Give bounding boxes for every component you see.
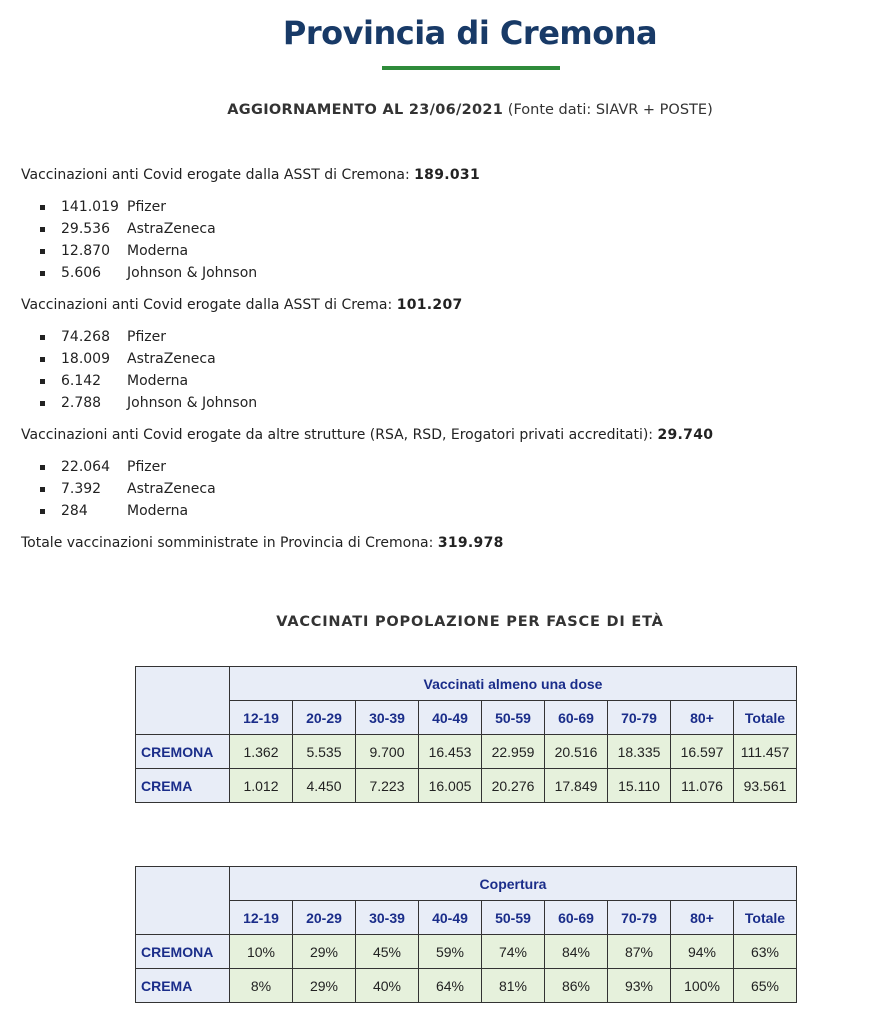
bullet-icon xyxy=(40,249,45,254)
column-header: Totale xyxy=(734,701,797,735)
table-cell: 94% xyxy=(671,935,734,969)
table-cell: 29% xyxy=(293,969,356,1003)
column-header: 30-39 xyxy=(356,701,419,735)
table-cell: 93.561 xyxy=(734,769,797,803)
age-section-title: VACCINATI POPOLAZIONE PER FASCE DI ETÀ xyxy=(276,614,664,630)
table-cell: 81% xyxy=(482,969,545,1003)
group-total: 29.740 xyxy=(657,427,714,443)
column-header: 50-59 xyxy=(482,901,545,935)
table-row xyxy=(136,735,797,769)
column-header: 40-49 xyxy=(419,901,482,935)
grand-total-label: Totale vaccinazioni somministrate in Provincia di Cremona: xyxy=(21,535,434,551)
page-title: Provincia di Cremona xyxy=(282,14,658,52)
title-underline xyxy=(382,66,560,70)
column-header: 12-19 xyxy=(230,901,293,935)
table-cell: 20.276 xyxy=(482,769,545,803)
table-cell: 16.453 xyxy=(419,735,482,769)
column-header: 50-59 xyxy=(482,701,545,735)
update-label: AGGIORNAMENTO AL 23/06/2021 xyxy=(227,102,504,118)
table-cell: 84% xyxy=(545,935,608,969)
table-cell: 18.335 xyxy=(608,735,671,769)
group-cremona-heading xyxy=(21,164,861,186)
group-total: 189.031 xyxy=(414,167,480,183)
list-item: 7.392 AstraZeneca xyxy=(21,478,861,500)
group-label: Vaccinazioni anti Covid erogate dalla ASST di Crema: xyxy=(21,297,393,313)
table-cell: 40% xyxy=(356,969,419,1003)
table-cell: 16.597 xyxy=(671,735,734,769)
bullet-icon xyxy=(40,357,45,362)
table-cell: 11.076 xyxy=(671,769,734,803)
table-cell: 17.849 xyxy=(545,769,608,803)
coverage-table xyxy=(135,866,797,1003)
update-line xyxy=(0,102,877,118)
column-header: 60-69 xyxy=(545,901,608,935)
bullet-icon xyxy=(40,227,45,232)
row-header: CREMONA xyxy=(136,735,230,769)
table-cell: 9.700 xyxy=(356,735,419,769)
table-cell: 7.223 xyxy=(356,769,419,803)
column-header: 70-79 xyxy=(608,701,671,735)
group-total: 101.207 xyxy=(396,297,463,313)
bullet-icon xyxy=(40,271,45,276)
column-header: 20-29 xyxy=(293,901,356,935)
group-crema-list xyxy=(21,326,861,414)
table-cell: 59% xyxy=(419,935,482,969)
table-cell: 5.535 xyxy=(293,735,356,769)
update-source: (Fonte dati: SIAVR + POSTE) xyxy=(507,102,713,118)
list-item: 5.606 Johnson & Johnson xyxy=(21,262,861,284)
column-header: 12-19 xyxy=(230,701,293,735)
row-header: CREMA xyxy=(136,769,230,803)
bullet-icon xyxy=(40,401,45,406)
table-corner xyxy=(136,867,230,935)
list-item: 12.870 Moderna xyxy=(21,240,861,262)
list-item: 22.064 Pfizer xyxy=(21,456,861,478)
table-cell: 1.362 xyxy=(230,735,293,769)
table-cell: 86% xyxy=(545,969,608,1003)
group-cremona-list xyxy=(21,196,861,284)
group-crema-heading xyxy=(21,294,861,316)
bullet-icon xyxy=(40,379,45,384)
vaccinated-table xyxy=(135,666,797,803)
bullet-icon xyxy=(40,509,45,514)
table-cell: 15.110 xyxy=(608,769,671,803)
column-header: 80+ xyxy=(671,701,734,735)
row-header: CREMONA xyxy=(136,935,230,969)
table-cell: 93% xyxy=(608,969,671,1003)
table-cell: 22.959 xyxy=(482,735,545,769)
table-cell: 100% xyxy=(671,969,734,1003)
bullet-icon xyxy=(40,335,45,340)
column-header: 70-79 xyxy=(608,901,671,935)
table-cell: 64% xyxy=(419,969,482,1003)
column-header: 40-49 xyxy=(419,701,482,735)
column-header: 80+ xyxy=(671,901,734,935)
table-row xyxy=(136,969,797,1003)
table-cell: 29% xyxy=(293,935,356,969)
group-other-heading xyxy=(21,424,861,446)
grand-total-value: 319.978 xyxy=(437,535,504,551)
list-item: 74.268 Pfizer xyxy=(21,326,861,348)
table-title: Vaccinati almeno una dose xyxy=(230,667,797,701)
table-cell: 4.450 xyxy=(293,769,356,803)
table-cell: 1.012 xyxy=(230,769,293,803)
table-row xyxy=(136,769,797,803)
table-cell: 63% xyxy=(734,935,797,969)
table-cell: 87% xyxy=(608,935,671,969)
table-cell: 10% xyxy=(230,935,293,969)
group-other-list xyxy=(21,456,861,522)
vaccination-summary xyxy=(21,164,861,554)
table-cell: 111.457 xyxy=(734,735,797,769)
table-cell: 65% xyxy=(734,969,797,1003)
bullet-icon xyxy=(40,487,45,492)
list-item: 141.019 Pfizer xyxy=(21,196,861,218)
table-cell: 45% xyxy=(356,935,419,969)
table-corner xyxy=(136,667,230,735)
grand-total-line xyxy=(21,532,861,554)
column-header: 30-39 xyxy=(356,901,419,935)
list-item: 284 Moderna xyxy=(21,500,861,522)
row-header: CREMA xyxy=(136,969,230,1003)
list-item: 6.142 Moderna xyxy=(21,370,861,392)
table-cell: 74% xyxy=(482,935,545,969)
group-label: Vaccinazioni anti Covid erogate da altre strutture (RSA, RSD, Erogatori privati accreditati): xyxy=(21,427,654,443)
table-title: Copertura xyxy=(230,867,797,901)
bullet-icon xyxy=(40,205,45,210)
list-item: 18.009 AstraZeneca xyxy=(21,348,861,370)
table-cell: 8% xyxy=(230,969,293,1003)
table-row xyxy=(136,935,797,969)
bullet-icon xyxy=(40,465,45,470)
list-item: 2.788 Johnson & Johnson xyxy=(21,392,861,414)
column-header: 20-29 xyxy=(293,701,356,735)
column-header: 60-69 xyxy=(545,701,608,735)
list-item: 29.536 AstraZeneca xyxy=(21,218,861,240)
table-cell: 20.516 xyxy=(545,735,608,769)
table-cell: 16.005 xyxy=(419,769,482,803)
group-label: Vaccinazioni anti Covid erogate dalla ASST di Cremona: xyxy=(21,167,410,183)
column-header: Totale xyxy=(734,901,797,935)
